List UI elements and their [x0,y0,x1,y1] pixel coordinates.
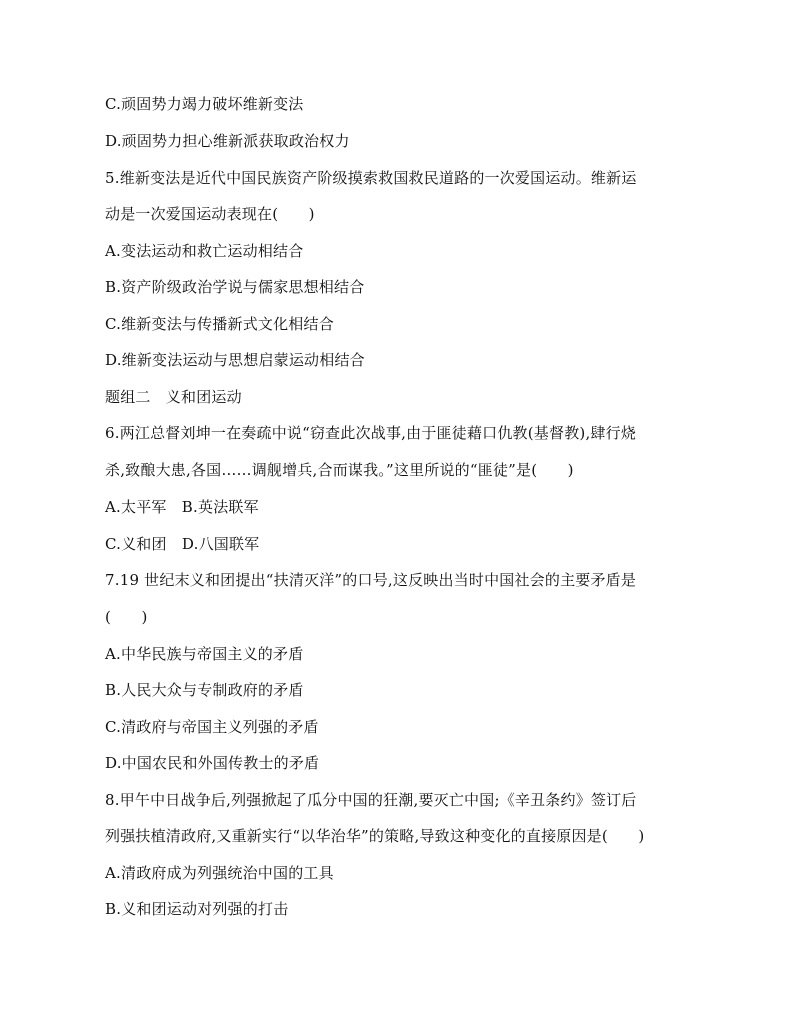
q8-stem-line-1: 8.甲午中日战争后,列强掀起了瓜分中国的狂潮,要灭亡中国;《辛丑条约》签订后 [105,791,637,809]
q7-option-c: C.清政府与帝国主义列强的矛盾 [105,718,319,736]
q7-option-a: A.中华民族与帝国主义的矛盾 [105,645,304,663]
q7-stem-line-1: 7.19 世纪末义和团提出“扶清灭洋”的口号,这反映出当时中国社会的主要矛盾是 [105,571,637,589]
q8-option-b: B.义和团运动对列强的打击 [105,900,289,918]
q8-stem-line-2: 列强扶植清政府,又重新实行“以华治华”的策略,导致这种变化的直接原因是( ) [105,827,645,845]
q4-option-d: D.顽固势力担心维新派获取政治权力 [105,132,350,150]
q6-options-cd: C.义和团 D.八国联军 [105,535,260,553]
q5-stem-line-1: 5.维新变法是近代中国民族资产阶级摸索救国救民道路的一次爱国运动。维新运 [105,169,637,187]
q6-stem-line-2: 杀,致酿大患,各国……调舰增兵,合而谋我。”这里所说的“匪徒”是( ) [105,461,574,479]
q7-stem-line-2: ( ) [105,608,148,626]
q5-option-c: C.维新变法与传播新式文化相结合 [105,315,334,333]
q5-option-d: D.维新变法运动与思想启蒙运动相结合 [105,351,365,369]
q5-stem-line-2: 动是一次爱国运动表现在( ) [105,205,315,223]
q6-stem-line-1: 6.两江总督刘坤一在奏疏中说“窃查此次战事,由于匪徒藉口仇教(基督教),肆行烧 [105,424,637,442]
q7-option-d: D.中国农民和外国传教士的矛盾 [105,754,320,772]
q5-option-b: B.资产阶级政治学说与儒家思想相结合 [105,278,365,296]
q4-option-c: C.顽固势力竭力破坏维新变法 [105,95,304,113]
section-heading: 题组二 义和团运动 [105,388,242,406]
q7-option-b: B.人民大众与专制政府的矛盾 [105,681,304,699]
q6-options-ab: A.太平军 B.英法联军 [105,498,259,516]
q5-option-a: A.变法运动和救亡运动相结合 [105,242,304,260]
q8-option-a: A.清政府成为列强统治中国的工具 [105,864,334,882]
